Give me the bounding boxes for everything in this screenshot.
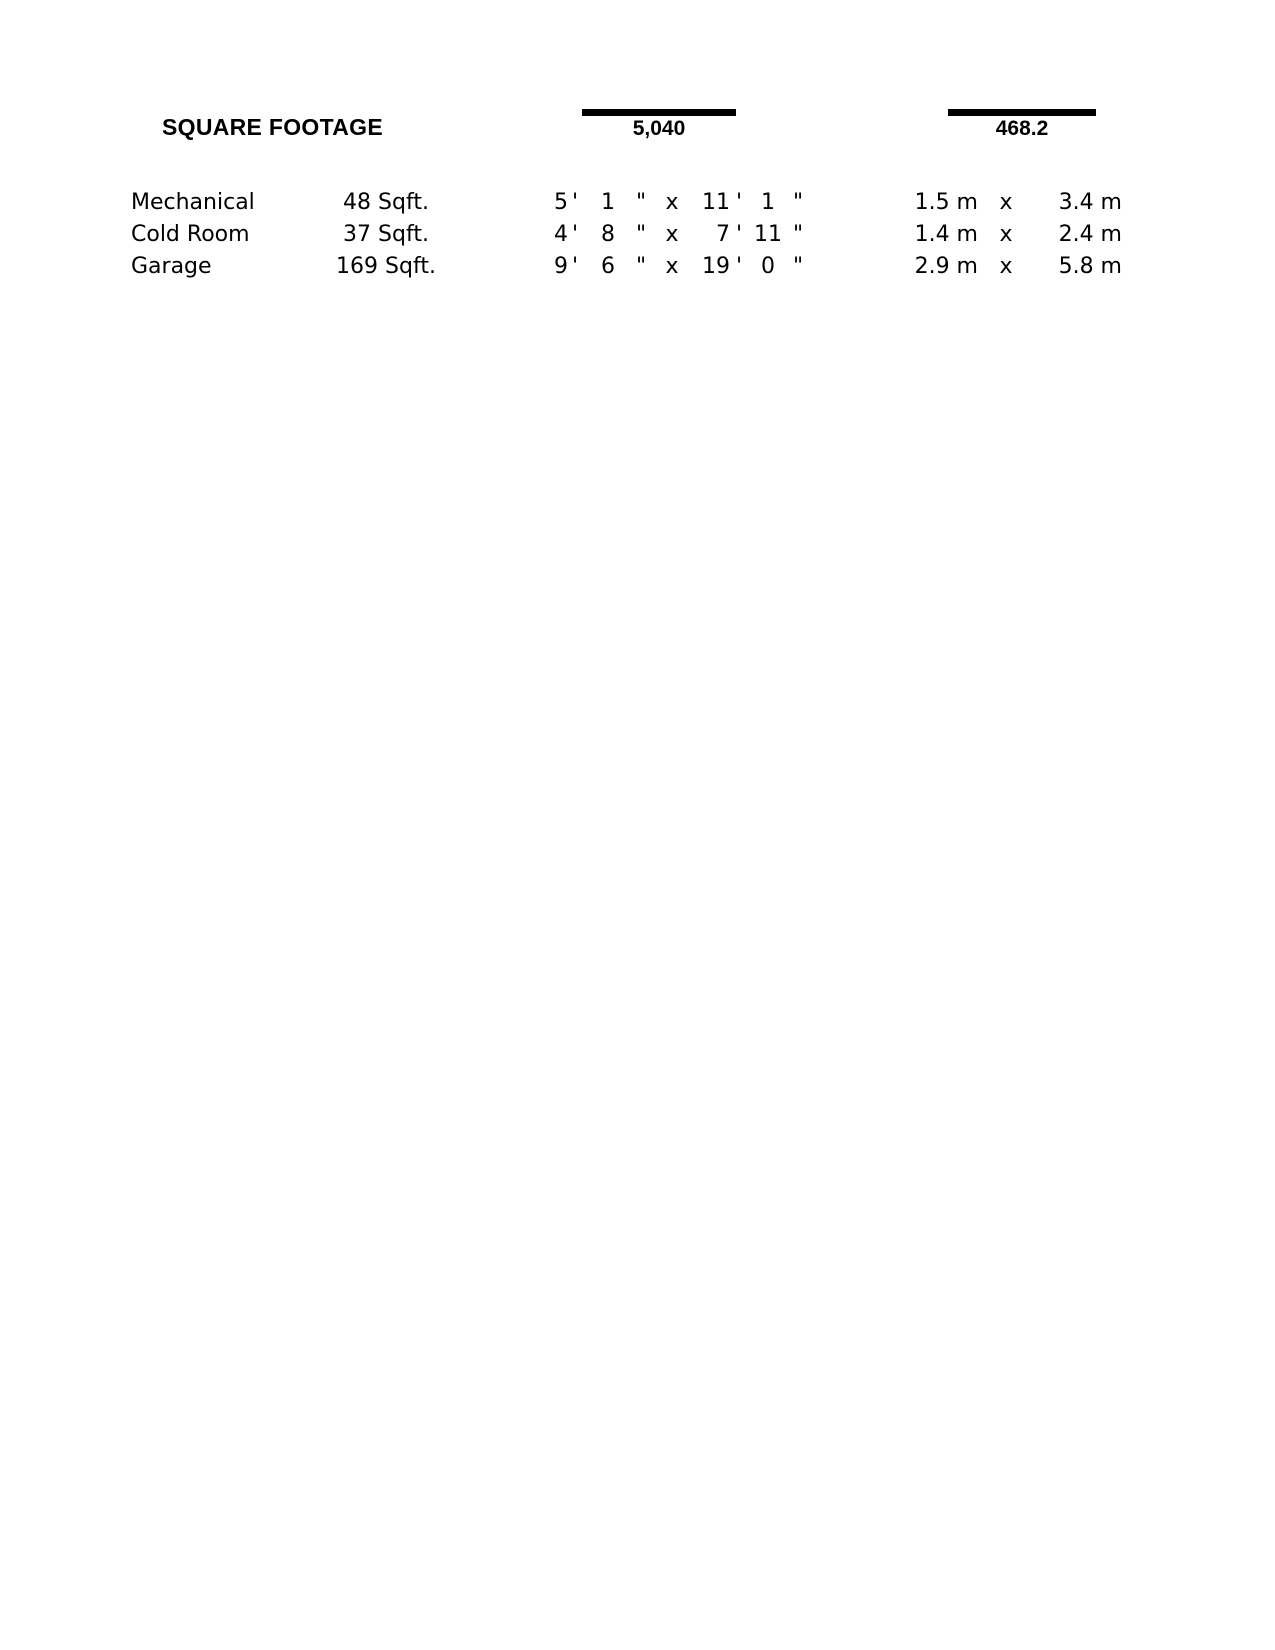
room-row-cold-room	[0, 220, 1275, 250]
times-sign: x	[999, 222, 1013, 247]
room-area: 169 Sqft.	[336, 254, 436, 279]
total-sqm-rule	[948, 109, 1096, 116]
length-metric: 5.8 m	[1058, 254, 1122, 279]
total-sqm-value: 468.2	[995, 117, 1049, 140]
feet-mark: '	[571, 190, 579, 215]
room-name: Garage	[131, 254, 212, 279]
length-inches: 11	[754, 222, 782, 247]
width-feet: 5	[554, 190, 568, 215]
feet-mark: '	[571, 254, 579, 279]
total-sqft-value: 5,040	[632, 117, 686, 140]
room-area: 48 Sqft.	[343, 190, 429, 215]
width-metric: 1.4 m	[914, 222, 978, 247]
times-sign: x	[665, 222, 679, 247]
width-feet: 4	[554, 222, 568, 247]
times-sign: x	[665, 254, 679, 279]
length-inches: 1	[761, 190, 775, 215]
inch-mark: "	[792, 190, 804, 215]
length-metric: 2.4 m	[1058, 222, 1122, 247]
length-feet: 11	[702, 190, 730, 215]
width-inches: 8	[601, 222, 615, 247]
feet-mark: '	[571, 222, 579, 247]
width-metric: 1.5 m	[914, 190, 978, 215]
room-name: Mechanical	[131, 190, 255, 215]
inch-mark: "	[792, 254, 804, 279]
feet-mark: '	[735, 254, 743, 279]
room-area: 37 Sqft.	[343, 222, 429, 247]
inch-mark: "	[635, 222, 647, 247]
inch-mark: "	[792, 222, 804, 247]
room-row-mechanical	[0, 188, 1275, 218]
width-metric: 2.9 m	[914, 254, 978, 279]
room-name: Cold Room	[131, 222, 250, 247]
total-sqft-rule	[582, 109, 736, 116]
feet-mark: '	[735, 190, 743, 215]
inch-mark: "	[635, 254, 647, 279]
inch-mark: "	[635, 190, 647, 215]
page-title: SQUARE FOOTAGE	[162, 114, 384, 140]
room-row-garage	[0, 252, 1275, 282]
length-metric: 3.4 m	[1058, 190, 1122, 215]
length-feet: 19	[702, 254, 730, 279]
width-inches: 6	[601, 254, 615, 279]
times-sign: x	[665, 190, 679, 215]
times-sign: x	[999, 190, 1013, 215]
length-inches: 0	[761, 254, 775, 279]
width-feet: 9	[554, 254, 568, 279]
width-inches: 1	[601, 190, 615, 215]
feet-mark: '	[735, 222, 743, 247]
times-sign: x	[999, 254, 1013, 279]
length-feet: 7	[716, 222, 730, 247]
